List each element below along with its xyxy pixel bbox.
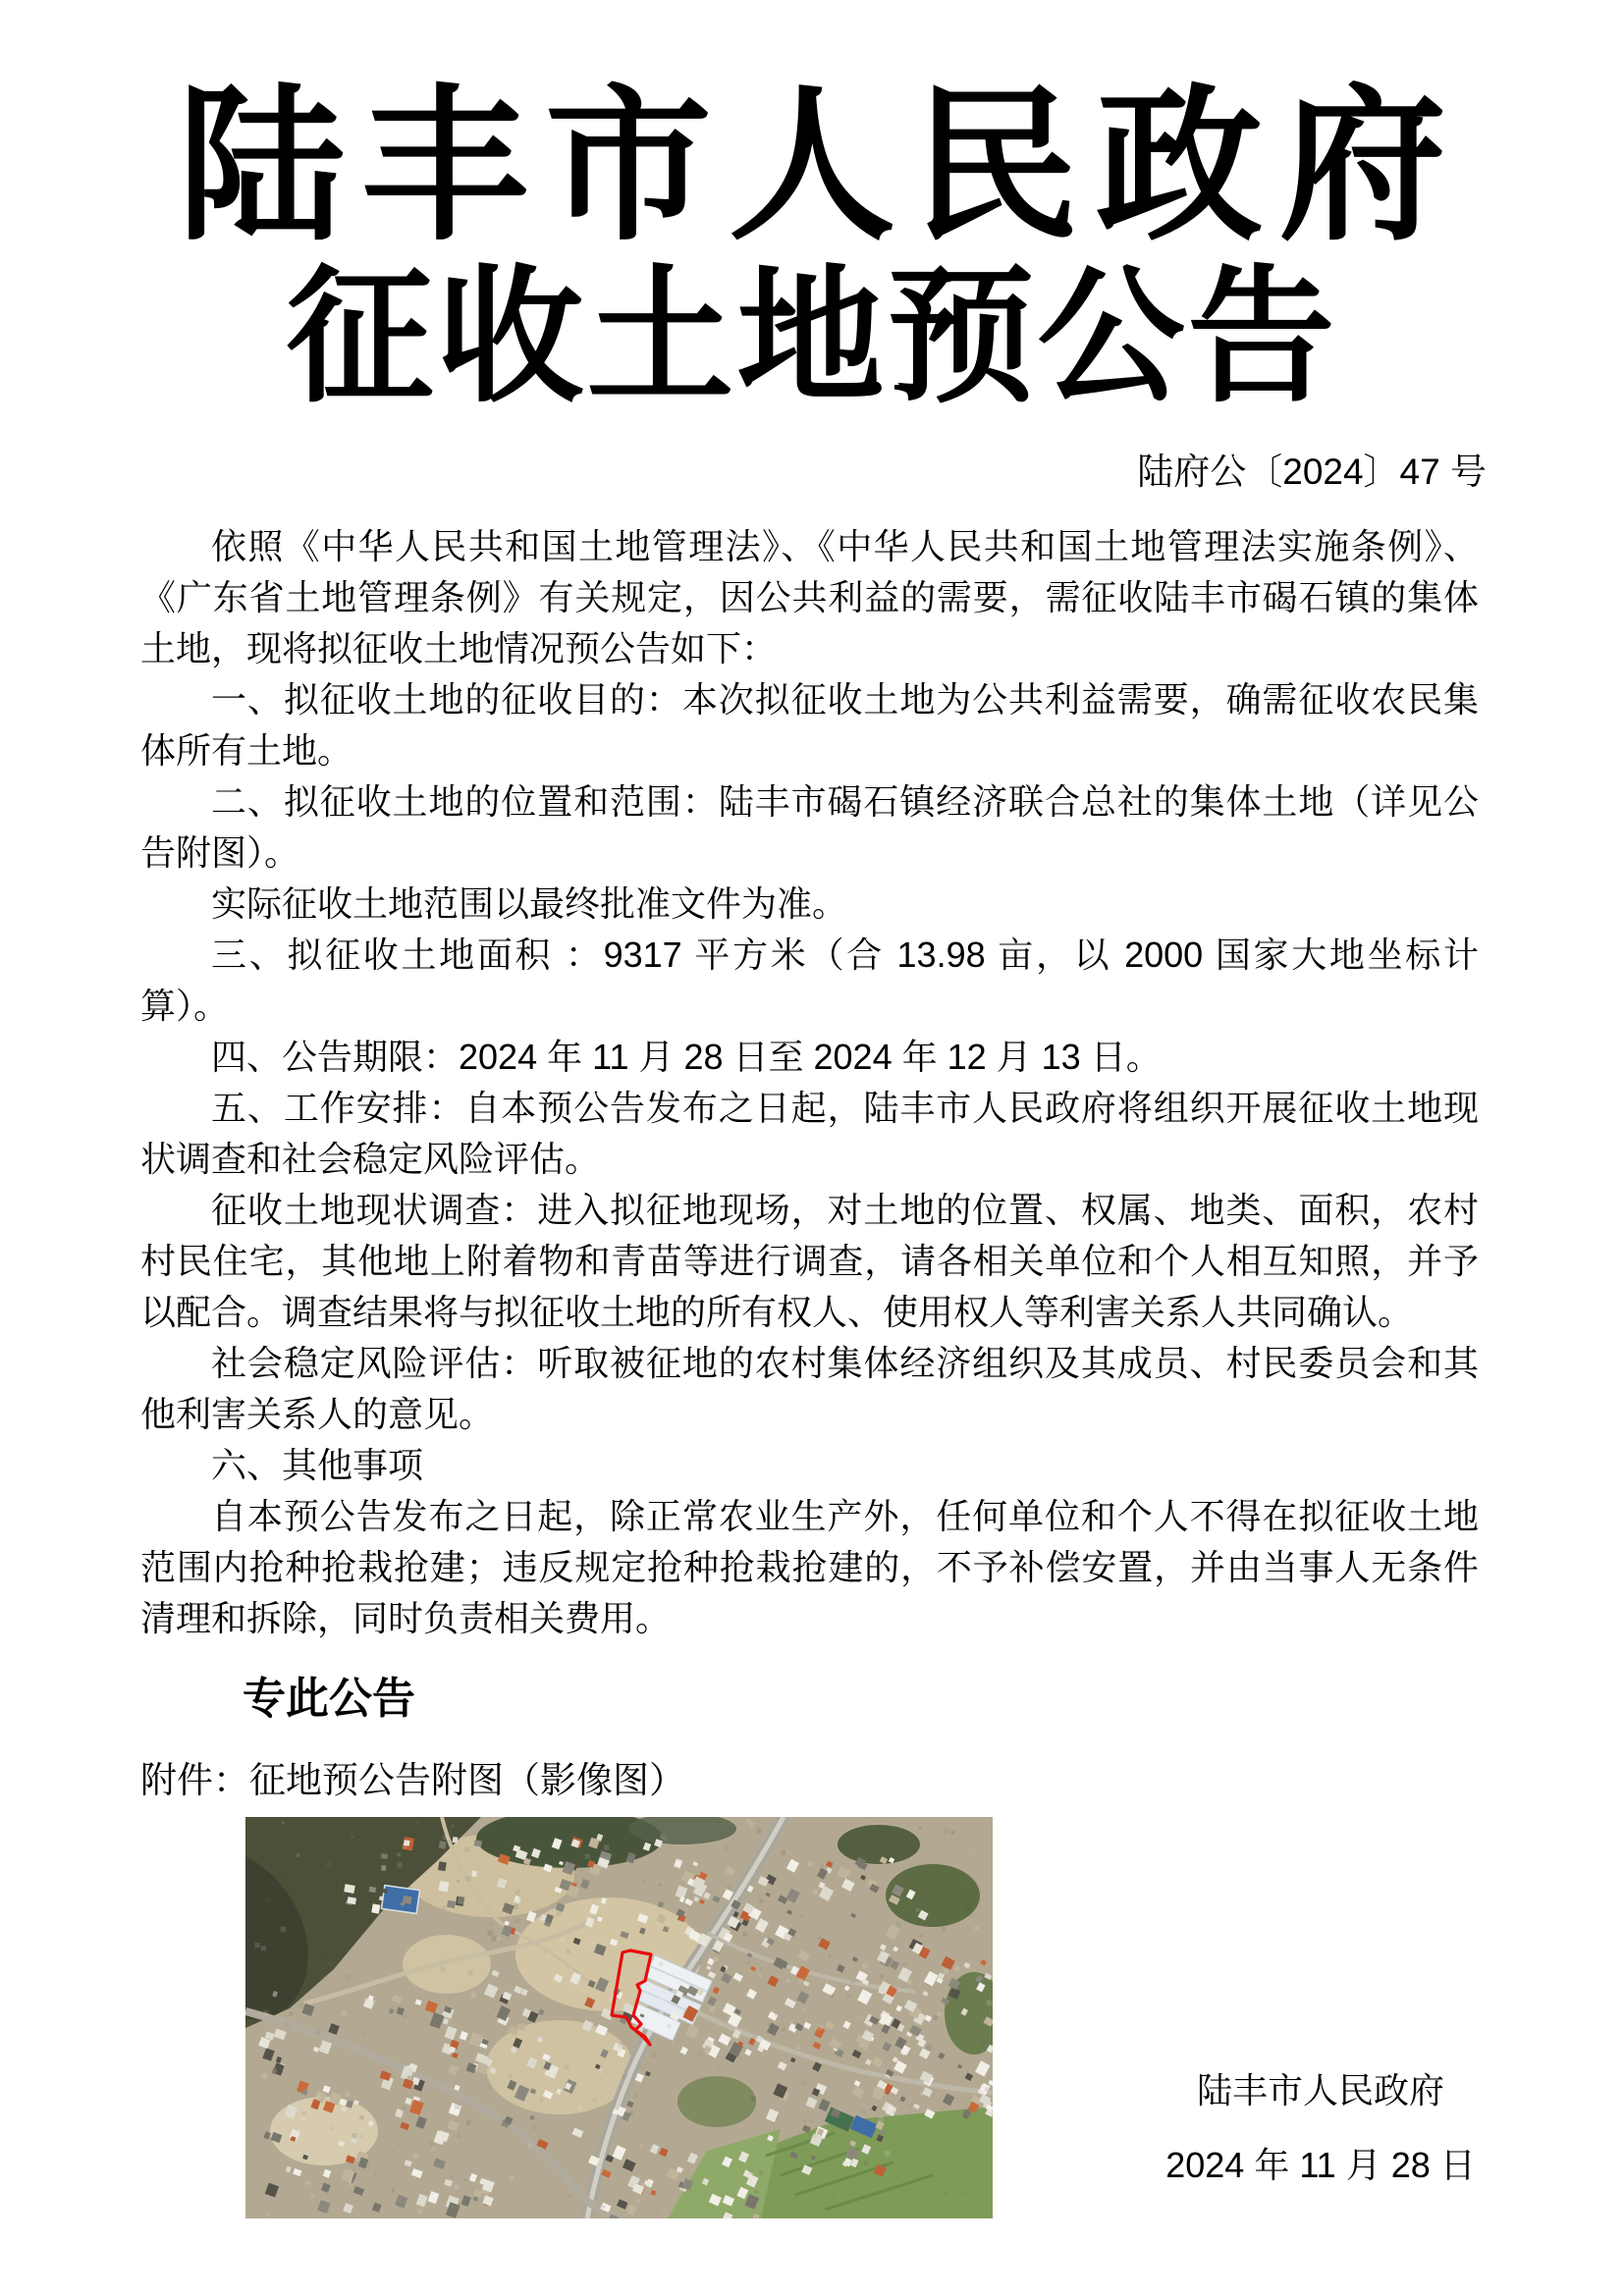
body-paragraph: 一、拟征收土地的征收目的：本次拟征收土地为公共利益需要，确需征收农民集体所有土地。 bbox=[140, 678, 1479, 771]
body-paragraph: 自本预公告发布之日起，除正常农业生产外，任何单位和个人不得在拟征收土地范围内抢种抢栽抢建；违反规定抢种抢栽抢建的，不予补偿安置，并由当事人无条件清理和拆除，同时负责相关费用。 bbox=[140, 1495, 1479, 1638]
issuer-signature: 陆丰市人民政府 bbox=[1196, 2070, 1444, 2110]
page-title-line2: 征收土地预公告 bbox=[286, 257, 1338, 420]
body-paragraph: 三、拟征收土地面积 ：9317 平方米（合 13.98 亩，以 2000 国家大地坐标计算）。 bbox=[140, 934, 1479, 1026]
body-paragraph: 实际征收土地范围以最终批准文件为准。 bbox=[211, 882, 848, 924]
closing-statement: 专此公告 bbox=[243, 1674, 415, 1723]
body-paragraph: 依照《中华人民共和国土地管理法》、《中华人民共和国土地管理法实施条例》、《广东省土地管理条例》有关规定，因公共利益的需要，需征收陆丰市碣石镇的集体土地，现将拟征收土地情况预公告如下： bbox=[140, 525, 1479, 668]
issue-date: 2024 年 11 月 28 日 bbox=[1165, 2145, 1476, 2185]
body-paragraph: 四、公告期限：2024 年 11 月 28 日至 2024 年 12 月 13 日。 bbox=[211, 1036, 1162, 1077]
satellite-image bbox=[245, 1817, 993, 2218]
body-paragraph: 六、其他事项 bbox=[211, 1444, 424, 1485]
body-paragraph: 征收土地现状调查：进入拟征地现场，对土地的位置、权属、地类、面积，农村村民住宅，其他地上附着物和青苗等进行调查，请各相关单位和个人相互知照，并予以配合。调查结果将与拟征收土地的所有权人、使用权人等利害关系人共同确认。 bbox=[140, 1189, 1479, 1332]
document-number: 陆府公〔2024〕47 号 bbox=[1137, 452, 1487, 492]
body-paragraphs bbox=[0, 521, 1624, 1644]
body-paragraph: 五、工作安排：自本预公告发布之日起，陆丰市人民政府将组织开展征收土地现状调查和社会稳定风险评估。 bbox=[140, 1087, 1479, 1179]
page-title-line1: 陆丰市人民政府 bbox=[177, 76, 1463, 260]
attachment-satellite-map bbox=[245, 1817, 993, 2218]
attachment-label: 附件：征地预公告附图（影像图） bbox=[140, 1759, 685, 1800]
body-paragraph: 二、拟征收土地的位置和范围：陆丰市碣石镇经济联合总社的集体土地（详见公告附图）。 bbox=[140, 780, 1479, 873]
body-paragraph: 社会稳定风险评估：听取被征地的农村集体经济组织及其成员、村民委员会和其他利害关系人的意见。 bbox=[140, 1342, 1479, 1434]
